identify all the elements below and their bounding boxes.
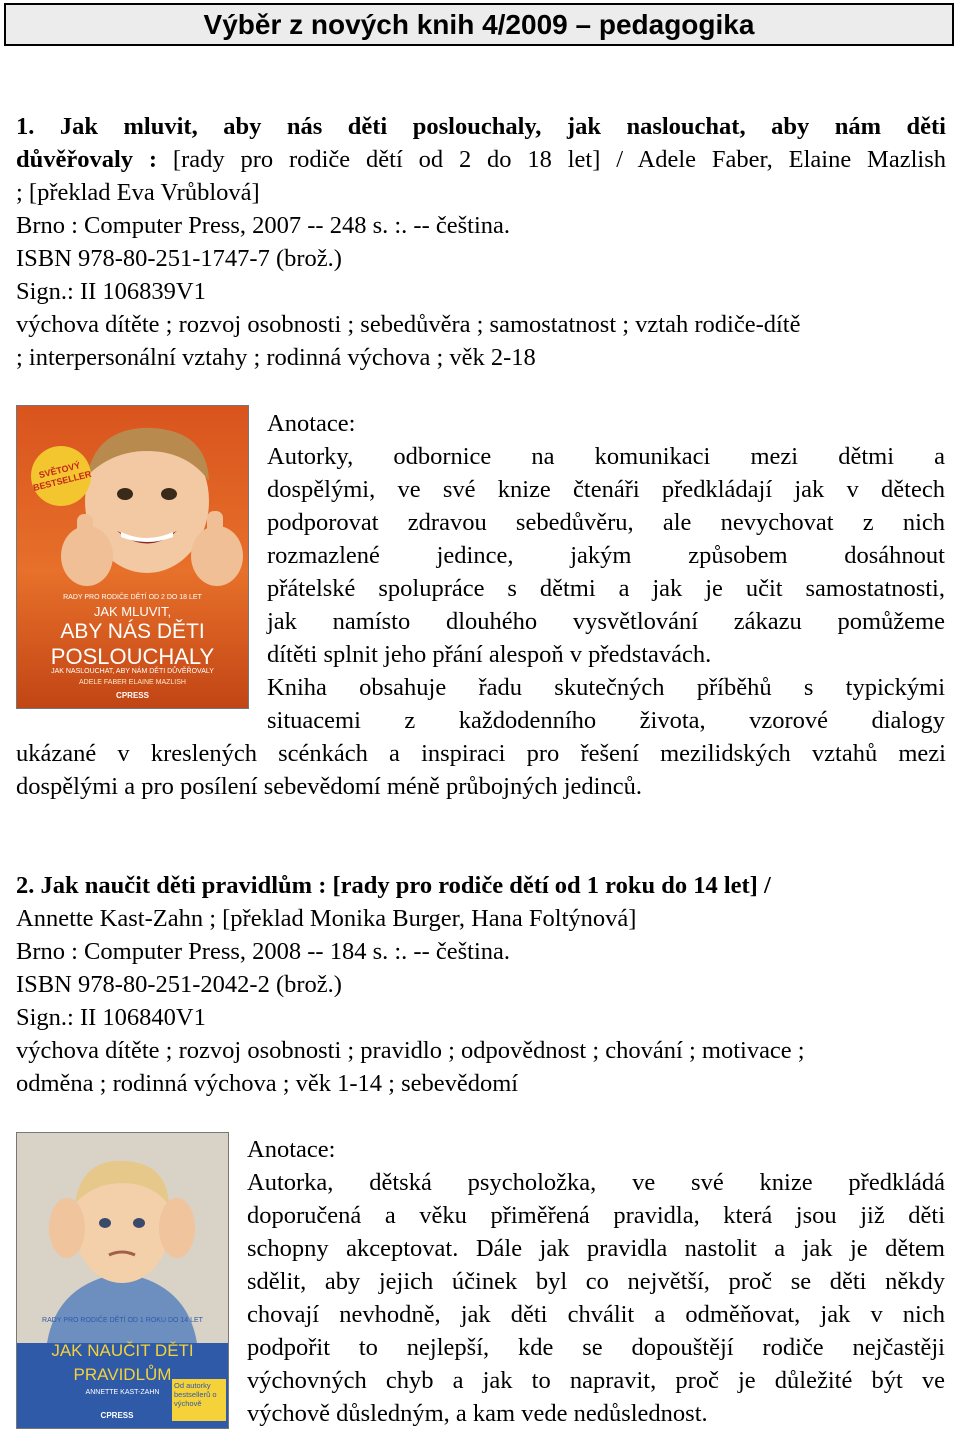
entry-1-title-line-2 [16,143,946,176]
book-entry-2 [16,869,946,1100]
entry-1-signature: Sign.: II 106839V1 [16,278,206,305]
cover-2-line-2: PRAVIDLŮM [73,1365,172,1384]
entry-1-publisher: Brno : Computer Press, 2007 -- 248 s. :. -- čeština. [16,212,511,239]
entry-2-title: 2. Jak naučit děti pravidlům : [rady pro rodiče dětí od 1 roku do 14 let] / [16,872,771,899]
cover-2-authors: ANNETTE KAST-ZAHN [85,1389,160,1396]
annotation-label: Anotace: [247,1136,336,1163]
cover-1-line-3: POSLOUCHALY [50,644,215,669]
annotation-line: dospělými a pro posílení sebevědomí méně průbojných jedinců. [16,773,642,800]
cover-1-authors: ADELE FABER ELAINE MAZLISH [79,679,186,686]
annotation-line: podpořit to nejlepší, kde se dopouštějí rodiče nejčastěji [247,1334,945,1361]
entry-2-publisher: Brno : Computer Press, 2008 -- 184 s. :. -- čeština. [16,938,511,965]
cover-2-publisher-logo: CPRESS [100,1411,134,1420]
entry-1-subtitle: [rady pro rodiče dětí od 2 do 18 let] / Adele Faber, Elaine Mazlish [157,146,946,173]
annotation-line: přátelské spolupráce s dětmi a jak je učit samostatnosti, [267,575,945,602]
annotation-line: situacemi z každodenního života, vzorové dialogy [267,707,945,734]
book-cover-2 [16,1132,229,1429]
book-entry-1 [16,110,946,374]
entry-1-keywords-1: výchova dítěte ; rozvoj osobnosti ; sebedůvěra ; samostatnost ; vztah rodiče-dítě [16,311,801,338]
annotation-line: výchovných chyb a jak to napravit, proč je důležité být ve [247,1367,945,1394]
cover-2-sticker: Od autorky bestsellerů o výchově [172,1379,226,1421]
annotation-line: sdělit, aby jejich účinek byl co největší, proč se děti někdy [247,1268,945,1295]
annotation-line: Autorka, dětská psycholožka, ve své knize předkládá [247,1169,945,1196]
annotation-line: chovají nevhodně, jak děti chválit a odměňovat, jak v nich [247,1301,945,1328]
entry-2-authors: Annette Kast-Zahn ; [překlad Monika Burger, Hana Foltýnová] [16,905,637,932]
entry-2-signature: Sign.: II 106840V1 [16,1004,206,1031]
annotation-line: podporovat zdravou sebedůvěru, ale nevychovat z nich [267,509,945,536]
page-title: Výběr z nových knih 4/2009 – pedagogika [4,3,954,46]
entry-1-translator: ; [překlad Eva Vrůblová] [16,179,260,206]
cover-2-line-1: JAK NAUČIT DĚTI [51,1341,194,1360]
annotation-line: ukázané v kreslených scénkách a inspiraci pro řešení mezilidských vztahů mezi [16,740,946,767]
annotation-line: dospělými, ve své knize čtenáři předkládají jak v dětech [267,476,945,503]
cover-1-subtitle: JAK NASLOUCHAT, ABY NÁM DĚTI DŮVĚŘOVALY [51,668,214,675]
annotation-line: výchově důsledným, a kam vede nedůslednost. [247,1400,708,1427]
cover-2-small-text: RADY PRO RODIČE DĚTÍ OD 1 ROKU DO 14 LET [42,1317,203,1324]
annotation-line: rozmazlené jedince, jakým způsobem dosáhnout [267,542,945,569]
entry-1-annotation-continued [16,737,946,803]
annotation-line: jak namísto dlouhého vysvětlování zákazu pomůžeme [267,608,945,635]
annotation-line: schopny akceptovat. Dále jak pravidla nastolit a jak je dětem [247,1235,945,1262]
entry-1-keywords-2: ; interpersonální vztahy ; rodinná výchova ; věk 2-18 [16,344,536,371]
entry-2-isbn: ISBN 978-80-251-2042-2 (brož.) [16,971,342,998]
annotation-label: Anotace: [267,410,356,437]
cover-1-line-2: ABY NÁS DĚTI [60,620,205,643]
cover-1-small-text: RADY PRO RODIČE DĚTÍ OD 2 DO 18 LET [63,594,202,601]
entry-1-title-line-1: 1. Jak mluvit, aby nás děti poslouchaly, jak naslouchat, aby nám děti [16,113,946,140]
bestseller-badge: SVĚTOVÝ BESTSELLER [25,440,98,513]
cover-1-line-1: JAK MLUVIT, [93,604,172,619]
entry-2-keywords-2: odměna ; rodinná výchova ; věk 1-14 ; sebevědomí [16,1070,519,1097]
cover-1-publisher-logo: CPRESS [116,691,149,700]
entry-1-annotation [267,407,945,737]
entry-1-isbn: ISBN 978-80-251-1747-7 (brož.) [16,245,342,272]
annotation-line: doporučená a věku přiměřená pravidla, která jsou již děti [247,1202,945,1229]
entry-2-annotation [247,1133,945,1430]
entry-1-title-bold: důvěřovaly : [16,146,158,173]
entry-2-keywords-1: výchova dítěte ; rozvoj osobnosti ; pravidlo ; odpovědnost ; chování ; motivace ; [16,1037,805,1064]
annotation-line: Autorky, odbornice na komunikaci mezi dětmi a [267,443,945,470]
annotation-line: dítěti splnit jeho přání alespoň v představách. [267,641,712,668]
annotation-line: Kniha obsahuje řadu skutečných příběhů s typickými [267,674,945,701]
book-cover-1 [16,405,249,709]
